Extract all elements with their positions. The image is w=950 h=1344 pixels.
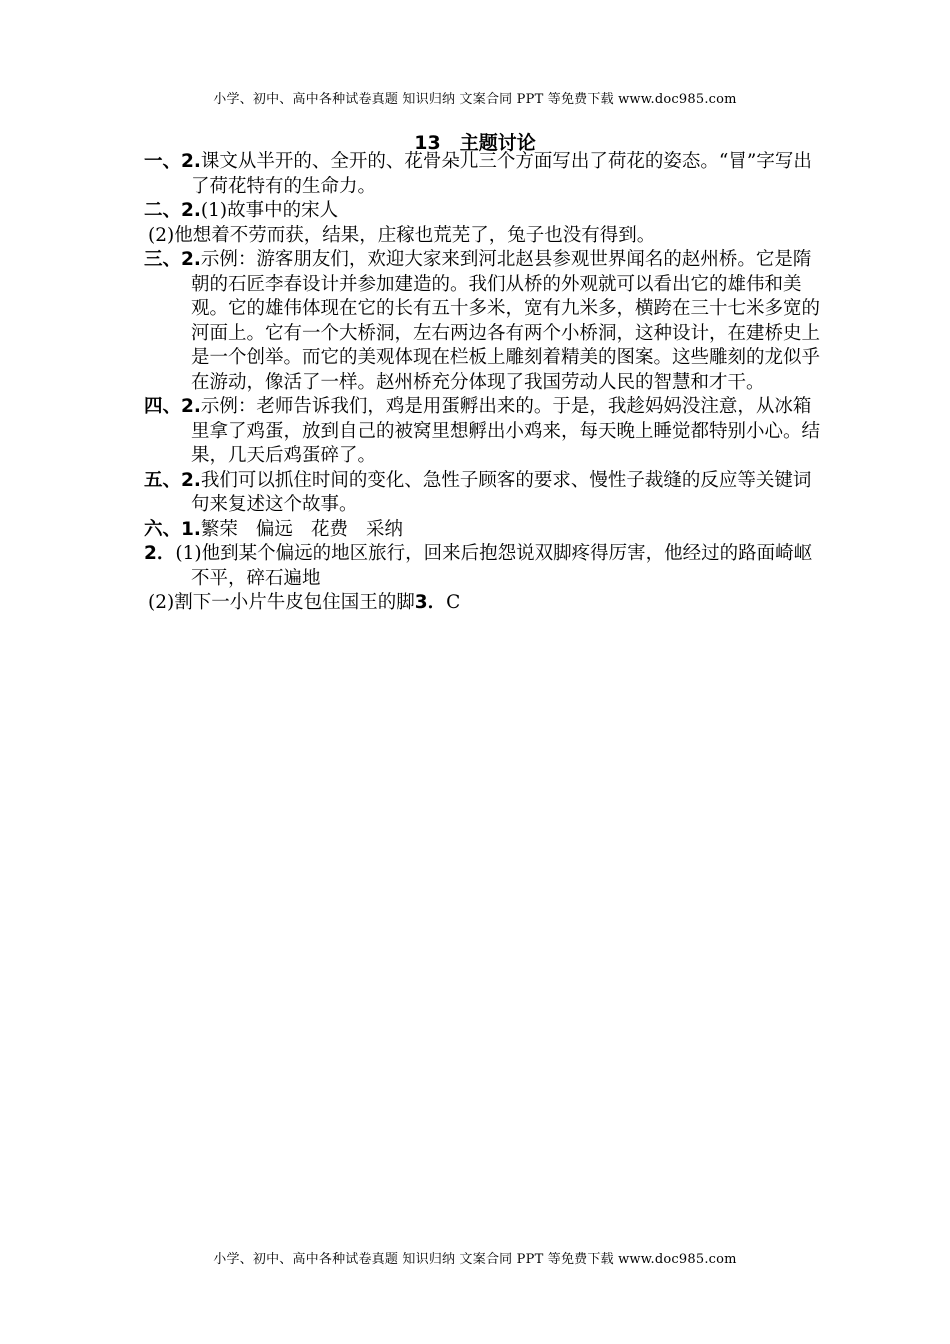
section-6-q2 bbox=[144, 542, 820, 591]
page-header: 小学、初中、高中各种试卷真题 知识归纳 文案合同 PPT 等免费下载 www.doc985.com bbox=[213, 92, 737, 107]
section-5 bbox=[144, 469, 820, 518]
word-2: 偏远 bbox=[255, 518, 293, 540]
section-4 bbox=[144, 395, 820, 469]
section-6-q2-text: (1)他到某个偏远的地区旅行，回来后抱怨说双脚疼得厉害，他经过的路面崎岖不平，碎石遍地 bbox=[175, 543, 813, 589]
section-2 bbox=[144, 199, 820, 224]
page-footer: 小学、初中、高中各种试卷真题 知识归纳 文案合同 PPT 等免费下载 www.doc985.com bbox=[213, 1252, 737, 1267]
section-2-sub: (2)他想着不劳而获，结果，庄稼也荒芜了，兔子也没有得到。 bbox=[148, 224, 656, 246]
section-2-text: (1)故事中的宋人 bbox=[200, 200, 339, 221]
section-5-lead: 五、2. bbox=[144, 469, 201, 491]
section-4-lead: 四、2. bbox=[144, 396, 201, 417]
section-6-q3-lead: 3． bbox=[414, 592, 447, 613]
section-1-text: 课文从半开的、全开的、花骨朵儿三个方面写出了荷花的姿态。“冒”字写出了荷花特有的生命力。 bbox=[191, 151, 812, 197]
section-5-text: 我们可以抓住时间的变化、急性子顾客的要求、慢性子裁缝的反应等关键词句来复述这个故事。 bbox=[191, 469, 812, 515]
section-6-lead: 六、1. bbox=[144, 518, 201, 540]
word-4: 采纳 bbox=[365, 518, 403, 540]
word-1: 繁荣 bbox=[200, 518, 238, 540]
section-3-text: 示例：游客朋友们，欢迎大家来到河北赵县参观世界闻名的赵州桥。它是隋朝的石匠李春设计并参加建造的。我们从桥的外观就可以看出它的雄伟和美观。它的雄伟体现在它的长有五十多米，宽有九米多，横跨在三十七米多宽的河面上。它有一个大桥洞，左右两边各有两个小桥洞，这种设计，在建桥史上是一个创举。而它的美观体现在栏板上雕刻着精美的图案。这些雕刻的龙似乎在游动，像活了一样。赵州桥充分体现了我国劳动人民的智慧和才干。 bbox=[191, 249, 821, 393]
section-3-lead: 三、2. bbox=[144, 249, 201, 270]
section-6-q2-sub-line bbox=[144, 591, 820, 616]
section-6-q2-sub: (2)割下一小片牛皮包住国王的脚 bbox=[148, 592, 415, 613]
section-3 bbox=[144, 248, 820, 395]
section-4-text: 示例：老师告诉我们，鸡是用蛋孵出来的。于是，我趁妈妈没注意，从冰箱里拿了鸡蛋，放到自己的被窝里想孵出小鸡来，每天晚上睡觉都特别小心。结果，几天后鸡蛋碎了。 bbox=[191, 396, 821, 466]
answer-content bbox=[144, 150, 820, 616]
section-6-q3-answer: C bbox=[446, 592, 461, 613]
section-2-lead: 二、2. bbox=[144, 200, 201, 221]
section-6 bbox=[144, 518, 820, 543]
word-3: 花费 bbox=[310, 518, 348, 540]
section-1 bbox=[144, 150, 820, 199]
page-title: 13 主题讨论 bbox=[414, 132, 536, 154]
section-1-lead: 一、2. bbox=[144, 151, 201, 172]
section-6-q2-lead: 2． bbox=[144, 543, 176, 564]
